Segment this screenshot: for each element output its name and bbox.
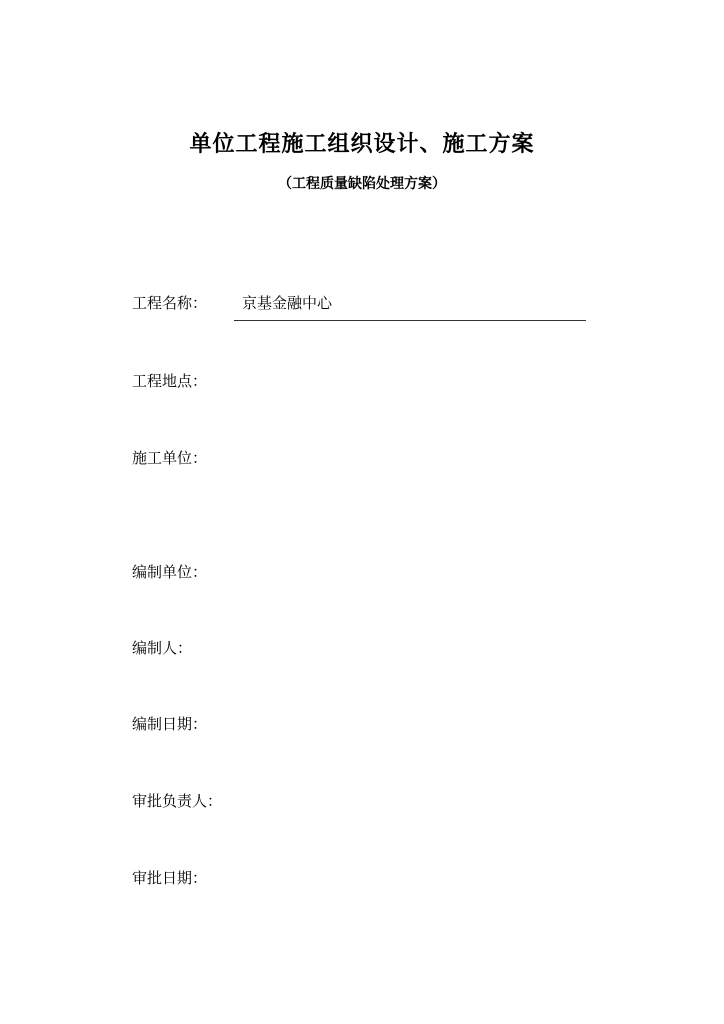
- approval-date-label: 审批日期：: [132, 869, 208, 887]
- compiler-label: 编制人：: [132, 639, 193, 657]
- project-location-label: 工程地点：: [132, 372, 208, 390]
- compiling-unit-label: 编制单位：: [132, 563, 208, 581]
- project-name-label: 工程名称：: [132, 294, 208, 312]
- document-title: 单位工程施工组织设计、施工方案: [189, 132, 535, 157]
- project-name-value: 京基金融中心: [242, 294, 333, 312]
- document-subtitle: （工程质量缺陷处理方案）: [278, 176, 446, 192]
- project-name-underline: [234, 320, 586, 321]
- approver-label: 审批负责人：: [132, 792, 223, 810]
- construction-unit-label: 施工单位：: [132, 449, 208, 467]
- compile-date-label: 编制日期：: [132, 715, 208, 733]
